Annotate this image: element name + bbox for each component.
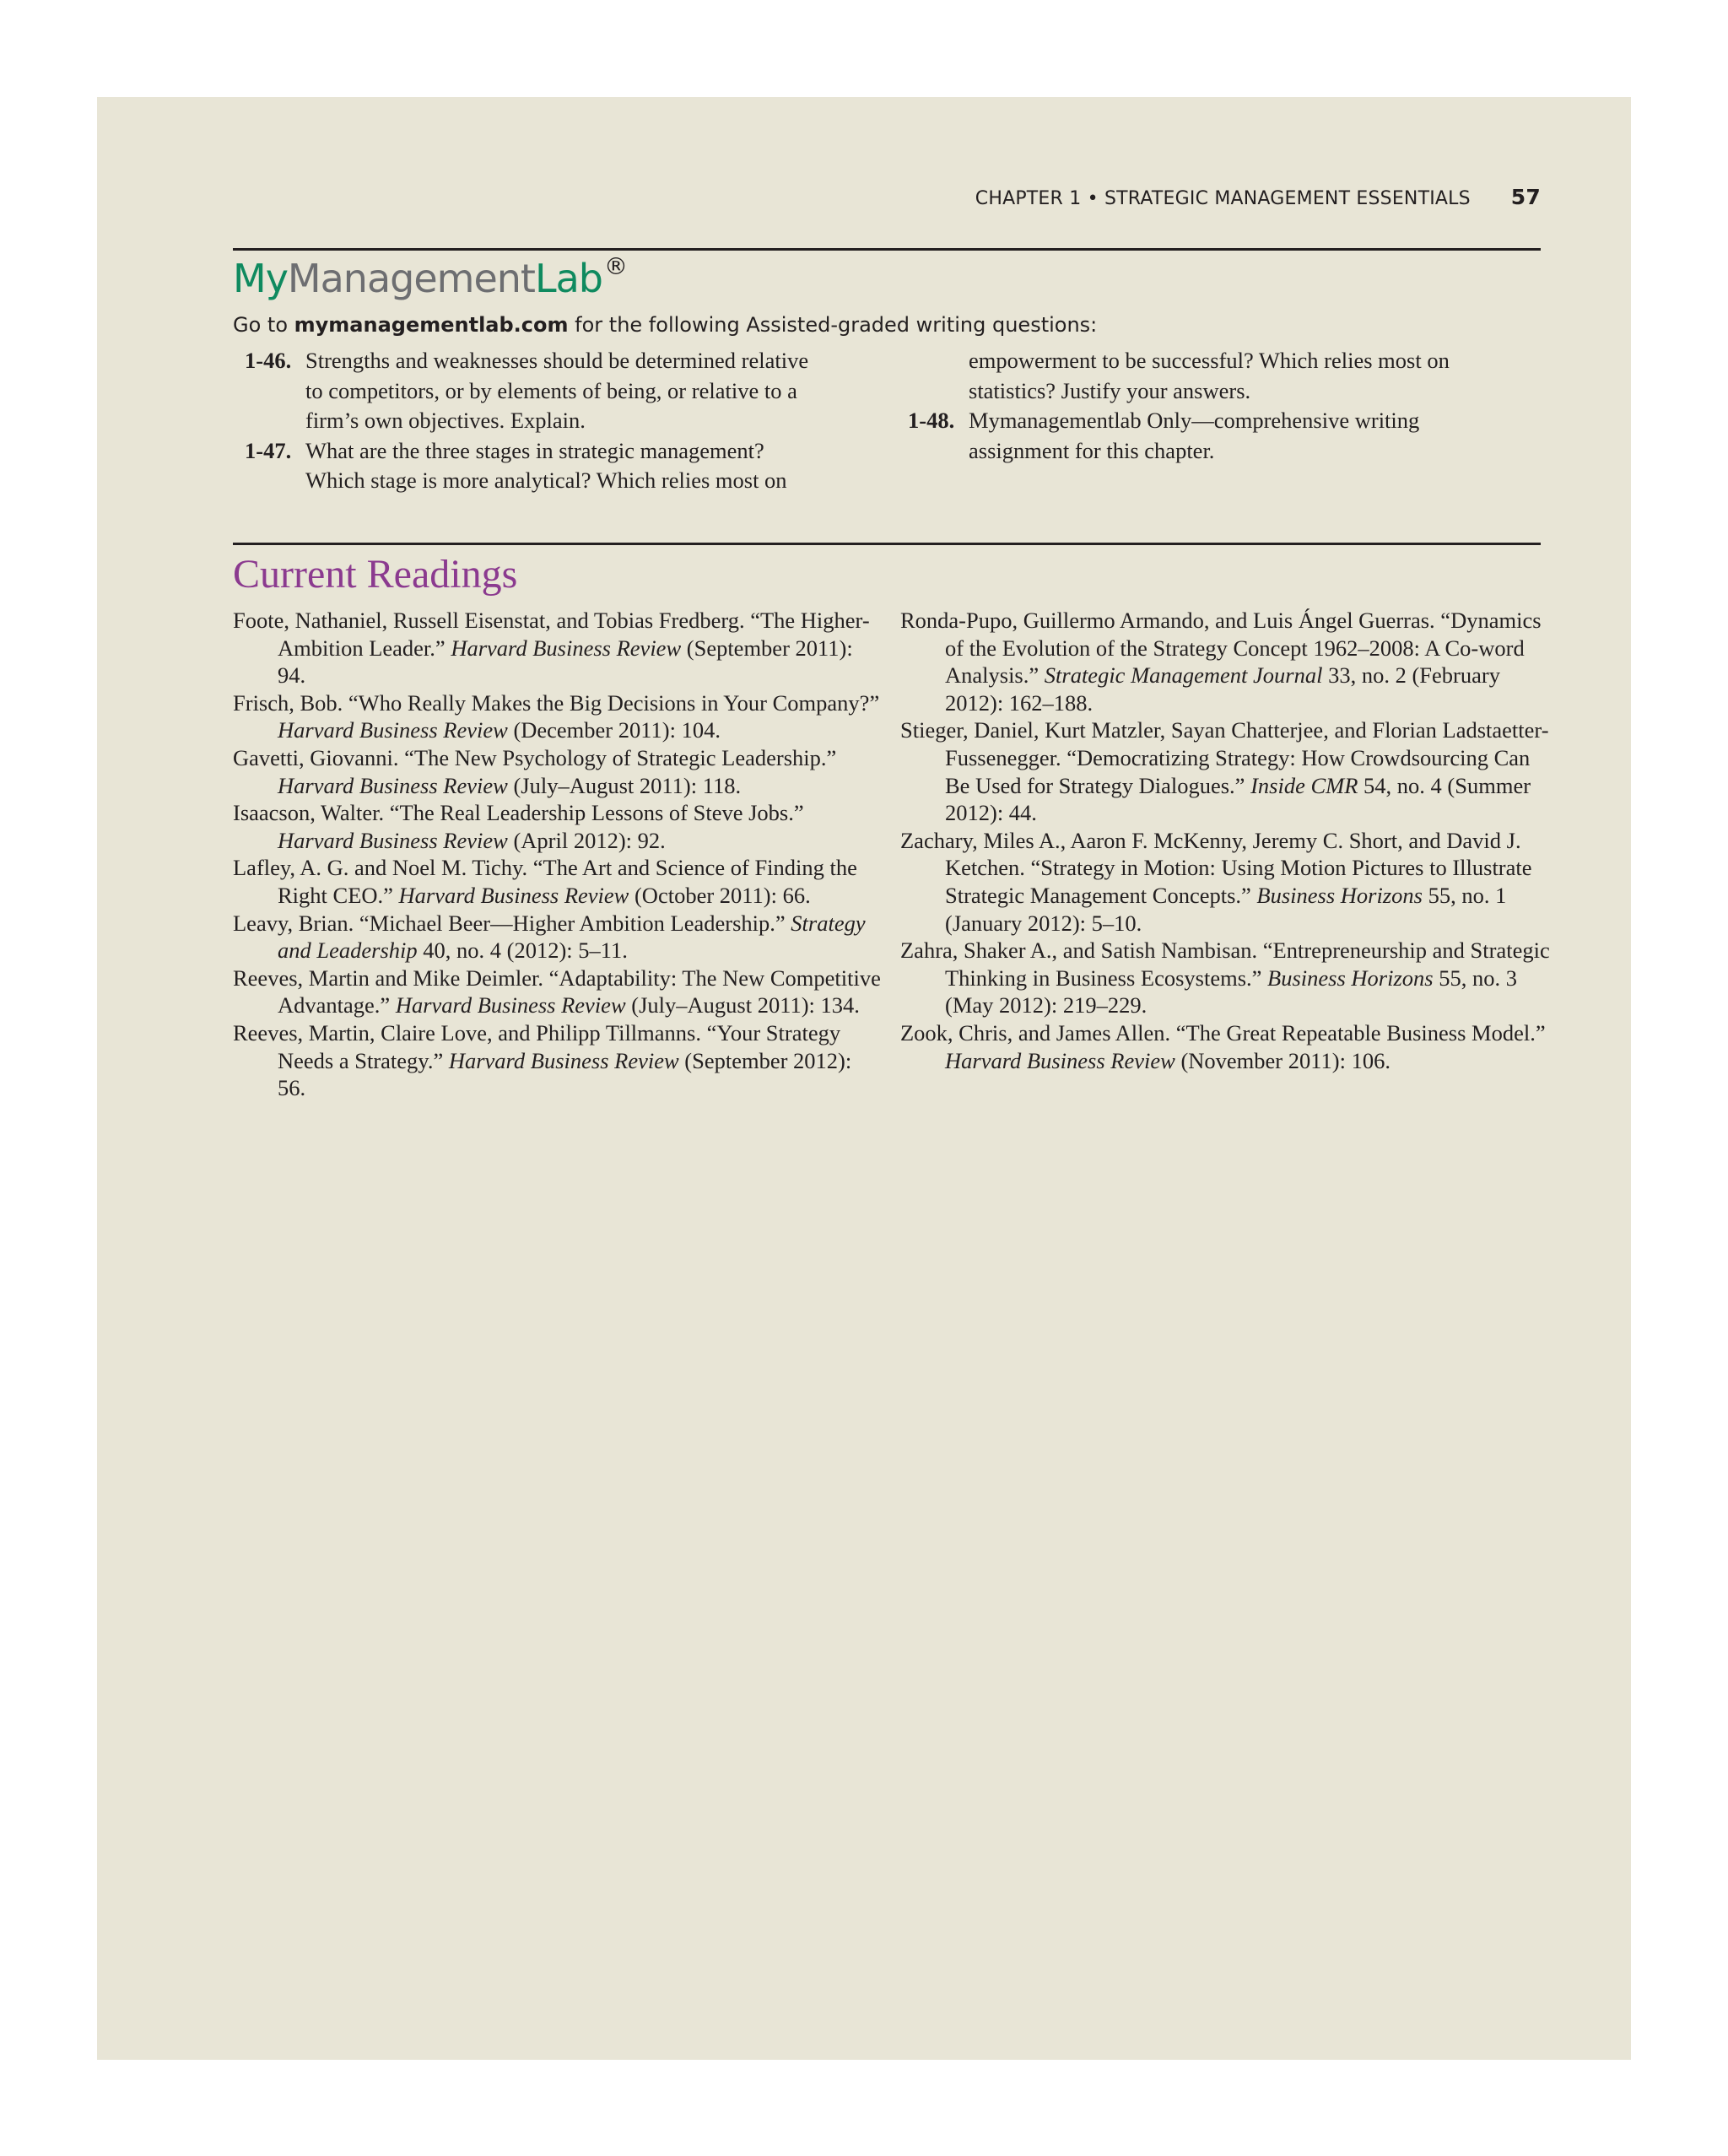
questions-left-column bbox=[245, 346, 886, 496]
reference-entry: Ronda-Pupo, Guillermo Armando, and Luis Ángel Guerras. “Dynamics of the Evolution of the Strategy Concept 1962–2008: A Co-word Analysis.” Strategic Management Journal 33, no. 2 (February 2012): 162–188. bbox=[900, 608, 1542, 716]
journal-title: Inside CMR bbox=[1250, 772, 1358, 798]
journal-title: Business Horizons bbox=[1256, 882, 1423, 908]
journal-title: Business Horizons bbox=[1267, 965, 1434, 991]
page-number: 57 bbox=[1510, 185, 1541, 209]
mymanagementlab-logo bbox=[233, 252, 627, 301]
reference-entry: Leavy, Brian. “Michael Beer—Higher Ambition Leadership.” Strategy and Leadership 40, no. 4 (2012): 5–11. bbox=[233, 910, 866, 964]
journal-title: Harvard Business Review bbox=[395, 992, 626, 1019]
question-1-46 bbox=[245, 346, 886, 436]
question-number: 1-46. bbox=[245, 348, 292, 373]
readings-left-column bbox=[233, 607, 883, 1102]
journal-title: Harvard Business Review bbox=[448, 1047, 679, 1073]
reference-entry: Reeves, Martin and Mike Deimler. “Adaptability: The New Competitive Advantage.” Harvard Business Review (July–August 2011): 134. bbox=[233, 965, 881, 1019]
reference-entry: Frisch, Bob. “Who Really Makes the Big Decisions in Your Company?” Harvard Business Review (December 2011): 104. bbox=[233, 689, 880, 743]
question-line: Which stage is more analytical? Which relies most on bbox=[305, 467, 787, 493]
journal-title: Harvard Business Review bbox=[451, 635, 682, 661]
question-line: Mymanagementlab Only—comprehensive writing bbox=[969, 408, 1420, 433]
journal-title: Harvard Business Review bbox=[278, 772, 508, 798]
site-link[interactable]: mymanagementlab.com bbox=[294, 313, 569, 337]
reference-entry: Foote, Nathaniel, Russell Eisenstat, and Tobias Fredberg. “The Higher-Ambition Leader.” Harvard Business Review (September 2011): 94. bbox=[233, 608, 870, 689]
section-rule bbox=[233, 543, 1541, 545]
question-line: to competitors, or by elements of being, or relative to a bbox=[305, 377, 797, 403]
journal-title: Harvard Business Review bbox=[278, 827, 508, 853]
questions-right-column bbox=[908, 346, 1524, 466]
question-line: firm’s own objectives. Explain. bbox=[305, 408, 586, 433]
journal-title: Harvard Business Review bbox=[945, 1047, 1175, 1073]
question-1-48 bbox=[908, 406, 1524, 466]
reference-entry: Zachary, Miles A., Aaron F. McKenny, Jeremy C. Short, and David J. Ketchen. “Strategy in Motion: Using Motion Pictures to Illustrate Strategic Management Concepts.” Business Horizons 55, no. 1 (January 2012): 5–10. bbox=[900, 827, 1532, 936]
reference-entry: Stieger, Daniel, Kurt Matzler, Sayan Chatterjee, and Florian Ladstaetter-Fussenegger. “Democratizing Strategy: How Crowdsourcing Can Be Used for Strategy Dialogues.” Inside CMR 54, no. 4 (Summer 2012): 44. bbox=[900, 717, 1549, 826]
journal-title: Strategy and Leadership bbox=[278, 910, 866, 964]
book-page bbox=[97, 97, 1631, 2060]
registered-mark: ® bbox=[603, 252, 627, 280]
journal-title: Strategic Management Journal bbox=[1044, 662, 1323, 689]
question-line: assignment for this chapter. bbox=[969, 437, 1215, 463]
question-number: 1-48. bbox=[908, 408, 955, 433]
question-line: empowerment to be successful? Which relies most on bbox=[969, 348, 1450, 373]
logo-my: My bbox=[233, 256, 288, 301]
question-line: What are the three stages in strategic management? bbox=[305, 437, 764, 463]
journal-title: Harvard Business Review bbox=[398, 882, 629, 908]
question-number: 1-47. bbox=[245, 437, 292, 463]
reference-entry: Reeves, Martin, Claire Love, and Philipp Tillmanns. “Your Strategy Needs a Strategy.” Harvard Business Review (September 2012): 56. bbox=[233, 1019, 852, 1101]
question-1-47 bbox=[245, 436, 886, 496]
journal-title: Harvard Business Review bbox=[278, 717, 508, 743]
go-to-prefix: Go to bbox=[233, 313, 294, 337]
question-line: Strengths and weaknesses should be determined relative bbox=[305, 348, 809, 373]
reference-entry: Zahra, Shaker A., and Satish Nambisan. “Entrepreneurship and Strategic Thinking in Business Ecosystems.” Business Horizons 55, no. 3 (May 2012): 219–229. bbox=[900, 938, 1550, 1019]
chapter-title: CHAPTER 1 • STRATEGIC MANAGEMENT ESSENTIALS bbox=[975, 188, 1471, 209]
reference-entry: Lafley, A. G. and Noel M. Tichy. “The Art and Science of Finding the Right CEO.” Harvard Business Review (October 2011): 66. bbox=[233, 855, 857, 908]
top-rule bbox=[233, 248, 1541, 251]
reference-entry: Isaacson, Walter. “The Real Leadership Lessons of Steve Jobs.” Harvard Business Review (April 2012): 92. bbox=[233, 800, 804, 853]
readings-right-column bbox=[900, 607, 1550, 1074]
go-to-instruction bbox=[233, 313, 1097, 337]
logo-management: Management bbox=[287, 256, 535, 301]
reference-entry: Gavetti, Giovanni. “The New Psychology of Strategic Leadership.” Harvard Business Review (July–August 2011): 118. bbox=[233, 744, 837, 798]
running-head bbox=[975, 185, 1541, 209]
reference-entry: Zook, Chris, and James Allen. “The Great Repeatable Business Model.” Harvard Business Review (November 2011): 106. bbox=[900, 1019, 1546, 1073]
go-to-suffix: for the following Assisted-graded writing questions: bbox=[568, 313, 1098, 337]
question-line: statistics? Justify your answers. bbox=[969, 377, 1251, 403]
question-1-47-continued bbox=[908, 346, 1524, 406]
current-readings-heading: Current Readings bbox=[233, 552, 518, 597]
logo-lab: Lab bbox=[534, 256, 602, 301]
